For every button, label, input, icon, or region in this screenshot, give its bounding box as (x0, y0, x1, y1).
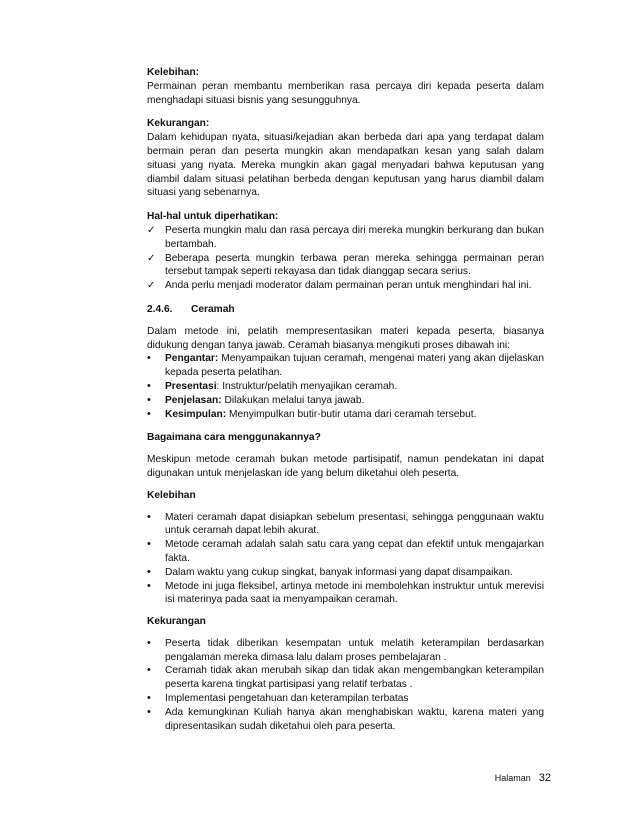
check-icon: ✓ (147, 224, 156, 236)
bullet-icon: • (147, 538, 151, 551)
page-footer (495, 772, 551, 784)
bullet-icon: • (147, 692, 151, 705)
hal-hal-list (147, 224, 544, 293)
ceramah-steps-list (147, 352, 544, 421)
list-item: • Peserta tidak diberikan kesempatan untuk melatih keterampilan berdasarkan pengalaman mereka dimasa lalu dalam proses pembelajaran . (147, 636, 544, 663)
section-name: Ceramah (191, 303, 235, 315)
kekurangan-paragraph: Dalam kehidupan nyata, situasi/kejadian akan berbeda dari apa yang terdapat dalam bermain peran dan peserta mungkin akan mendapatkan kesan yang salah dalam situasi yang nyata. Mereka mungkin akan gagal menyadari bahwa keputusan yang diambil dalam situasi pelatihan berbeda dengan keputusan yang harus diambil dalam situasi yang sebenarnya. (147, 132, 544, 199)
check-icon: ✓ (147, 252, 156, 264)
bullet-icon: • (147, 393, 151, 406)
section-title-ceramah (147, 303, 544, 317)
list-item: • Kesimpulan: Menyimpulkan butir-butir utama dari ceramah tersebut. (147, 407, 477, 420)
bullet-icon: • (147, 379, 151, 392)
kelebihan-heading: Kelebihan: (147, 67, 200, 78)
bullet-icon: • (147, 565, 151, 578)
section-number: 2.4.6. (147, 303, 173, 315)
list-item: ✓ Beberapa peserta mungkin terbawa peran mereka sehingga permainan peran tersebut tampak seperti rekayasa dan tidak dianggap secara serius. (147, 252, 544, 278)
bullet-icon: • (147, 510, 151, 523)
page-label: Halaman (494, 773, 531, 783)
kelebihan-paragraph: Permainan peran membantu memberikan rasa percaya diri kepada peserta dalam menghadapi situasi bisnis yang sesungguhnya. (147, 80, 544, 106)
list-item: • Implementasi pengetahuan dan keterampilan terbatas (147, 692, 409, 705)
kekurangan-heading: Kekurangan: (147, 118, 210, 130)
ceramah-intro: Dalam metode ini, pelatih mempresentasikan materi kepada peserta, biasanya didukung dengan tanya jawab. Ceramah biasanya mengikuti proses dibawah ini: (147, 325, 544, 351)
ceramah-kekurangan-heading: Kekurangan (147, 616, 206, 628)
hal-hal-heading: Hal-hal untuk diperhatikan: (147, 211, 279, 223)
list-item: • Ceramah tidak akan merubah sikap dan tidak akan mengembangkan keterampilan peserta karena tingkat partisipasi yang relatif terbatas . (147, 664, 544, 691)
list-item: ✓ Peserta mungkin malu dan rasa percaya diri mereka mungkin berkurang dan bukan bertambah. (147, 224, 544, 250)
how-to-use-paragraph: Meskipun metode ceramah bukan metode partisipatif, namun pendekatan ini dapat digunakan untuk menjelaskan ide yang belum diketahui oleh peserta. (147, 454, 544, 479)
bullet-icon: • (147, 579, 151, 592)
bullet-icon: • (147, 407, 151, 420)
list-item: • Penjelasan: Dilakukan melalui tanya jawab. (147, 393, 365, 406)
ceramah-kekurangan-list (147, 637, 544, 734)
page-content (147, 66, 544, 733)
page-number: 32 (538, 772, 551, 784)
list-item: ✓ Anda perlu menjadi moderator dalam permainan peran untuk menghindari hal ini. (147, 280, 532, 292)
bullet-icon: • (147, 705, 151, 718)
list-item: • Materi ceramah dapat disiapkan sebelum presentasi, sehingga penggunaan waktu untuk ceramah dapat lebih akurat. (147, 510, 544, 537)
bullet-icon: • (147, 352, 151, 365)
how-to-use-heading: Bagaimana cara menggunakannya? (147, 432, 321, 444)
list-item: • Dalam waktu yang cukup singkat, banyak informasi yang dapat disampaikan. (147, 565, 513, 578)
bullet-icon: • (147, 664, 151, 677)
list-item: • Metode ceramah adalah salah satu cara yang cepat dan efektif untuk mengajarkan fakta. (147, 538, 544, 564)
list-item: • Pengantar: Menyampaikan tujuan ceramah, mengenai materi yang akan dijelaskan kepada peserta pelatihan. (147, 352, 544, 379)
list-item: • Presentasi: Instruktur/pelatih menyajikan ceramah. (147, 379, 398, 392)
list-item: • Ada kemungkinan Kuliah hanya akan menghabiskan waktu, karena materi yang dipresentasikan sudah diketahui oleh para peserta. (147, 705, 544, 732)
check-icon: ✓ (147, 280, 156, 292)
ceramah-kelebihan-heading: Kelebihan (147, 489, 196, 501)
ceramah-kelebihan-list (147, 511, 544, 608)
list-item: • Metode ini juga fleksibel, artinya metode ini membolehkan instruktur untuk merevisi isi materinya pada saat ia menyampaikan ceramah. (147, 579, 544, 606)
bullet-icon: • (147, 636, 151, 649)
